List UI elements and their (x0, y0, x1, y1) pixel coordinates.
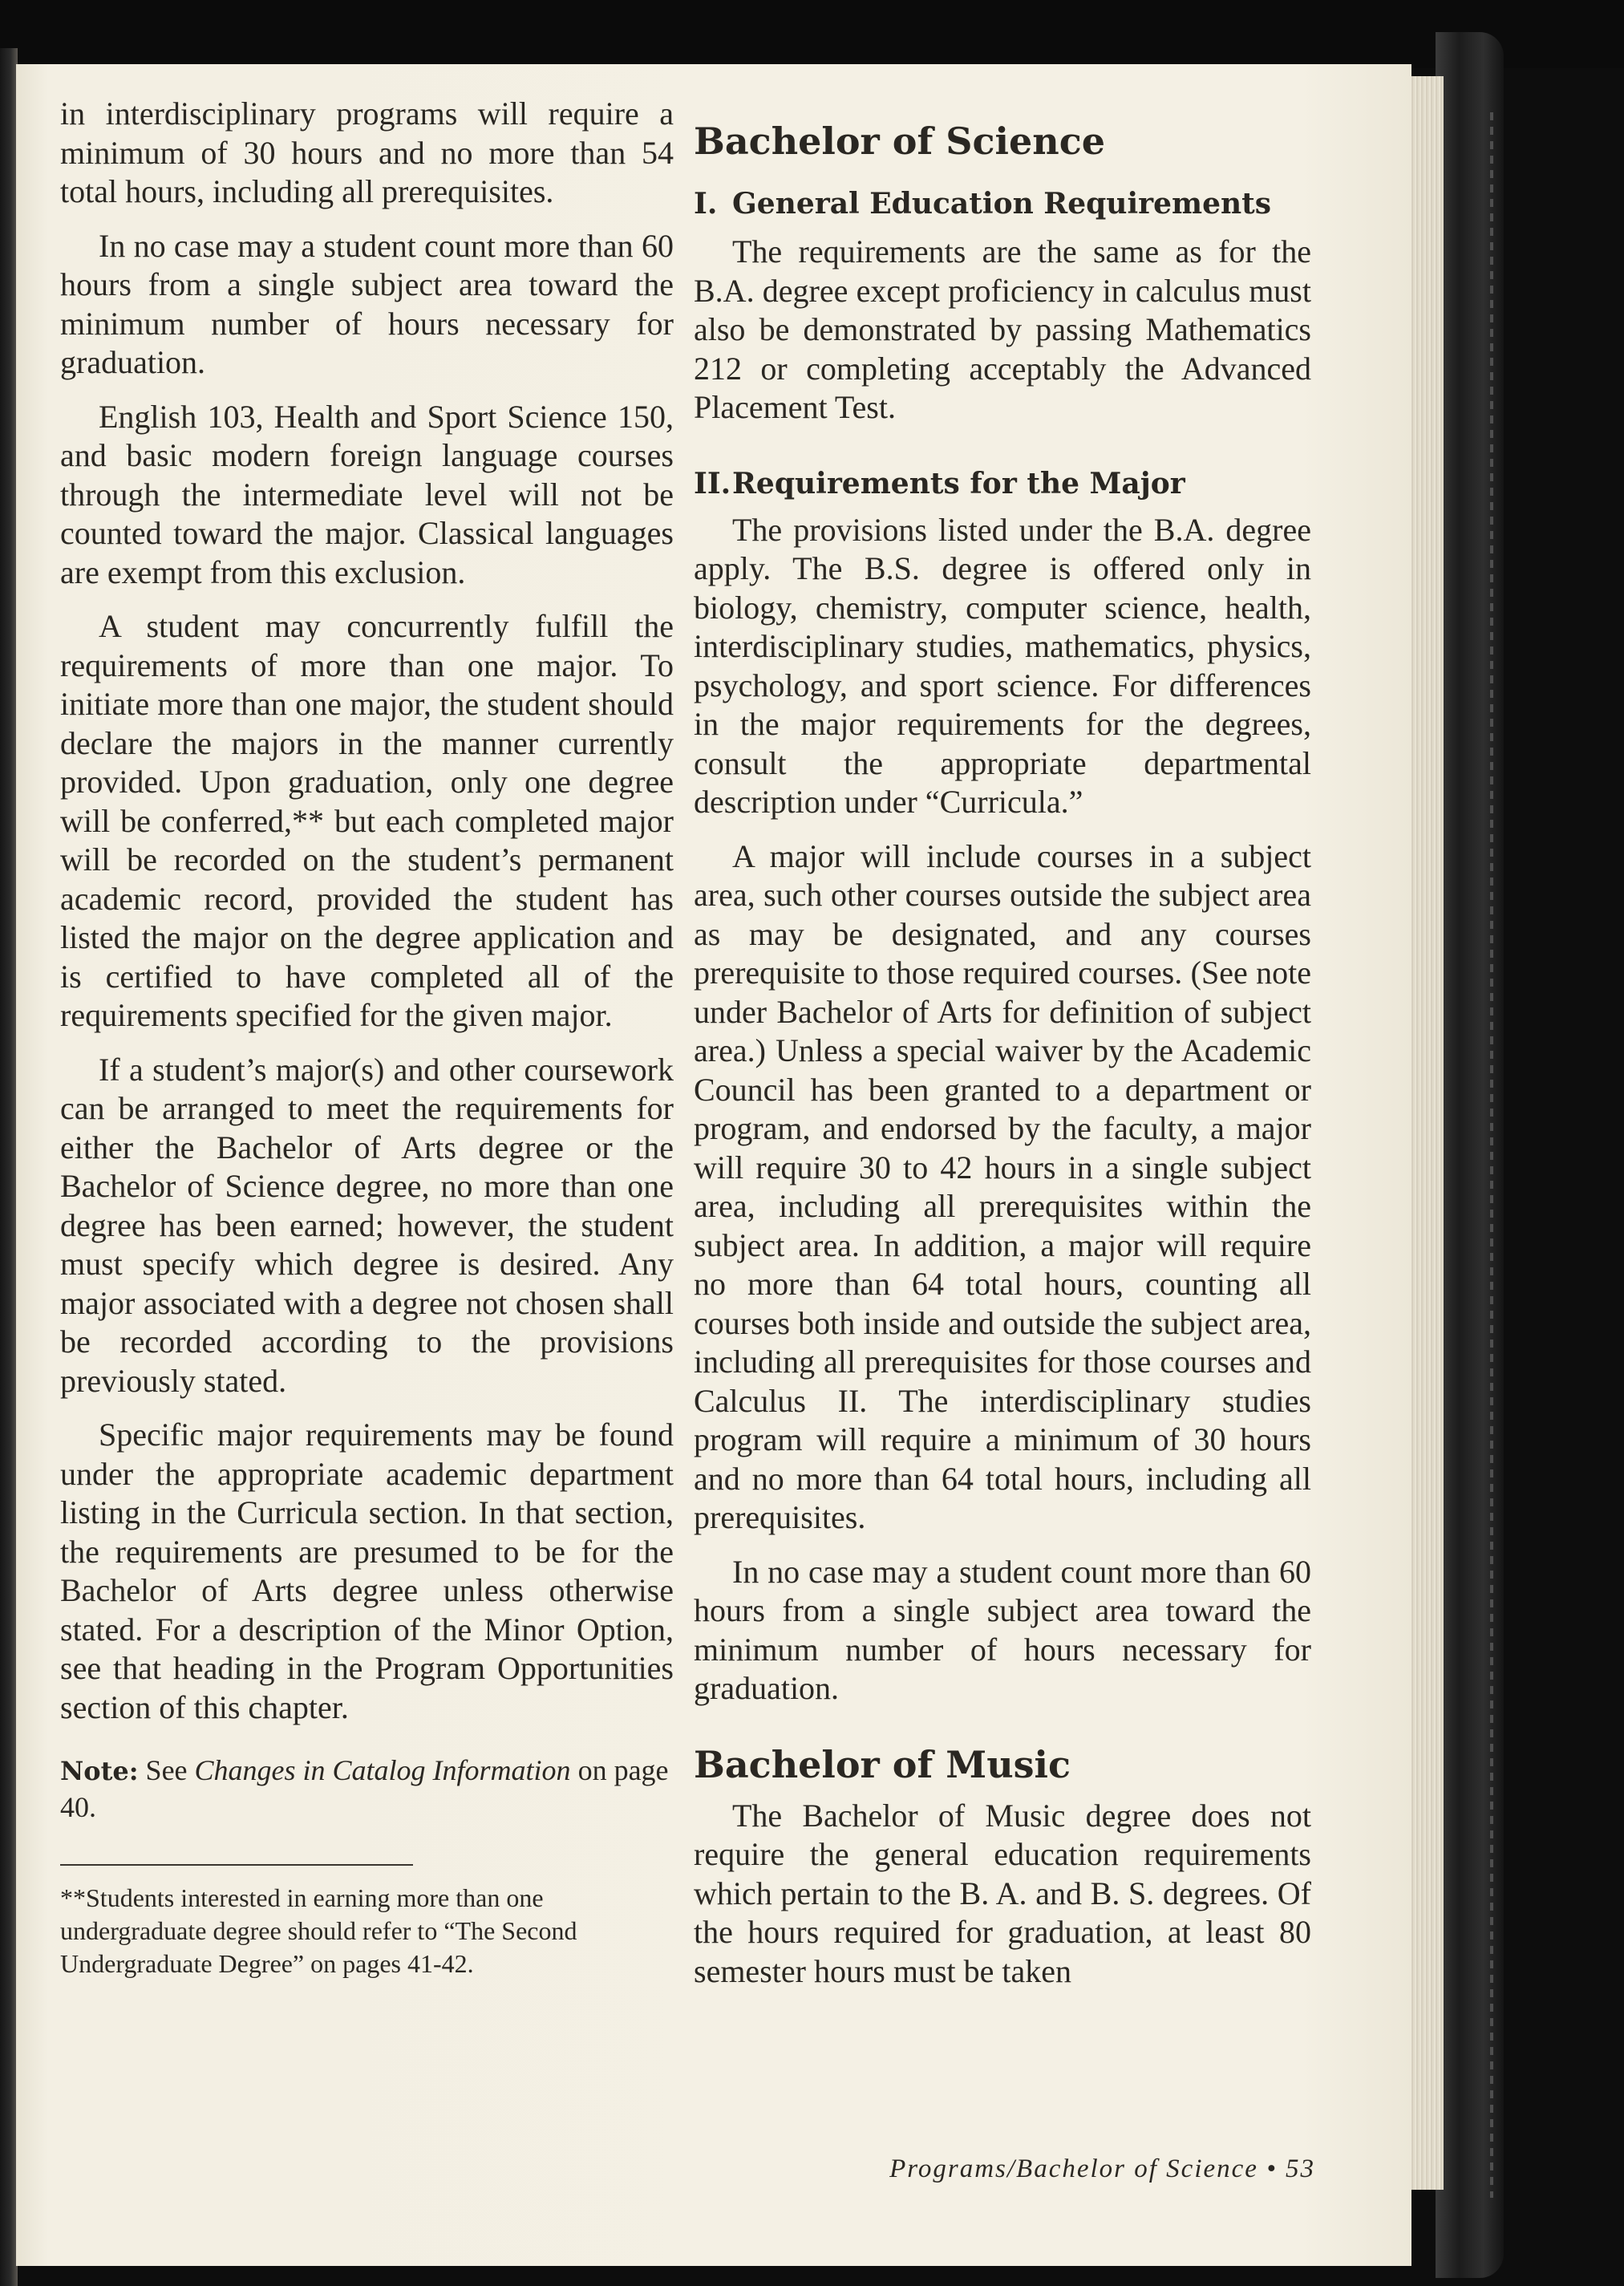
running-footer: Programs/Bachelor of Science • 53 (889, 2154, 1315, 2183)
bachelor-of-music-para: The Bachelor of Music degree does not require the general education requirements which pertain to the B. A. and B. S. degrees. Of the hours required for graduation, at least 80 semester hours must be taken (694, 1797, 1311, 1989)
major-requirements-para-2: A major will include courses in a subject area, such other courses outside the subject area as may be designated, and any courses prerequisite to those required courses. (See note under Bachelor of Arts for definition of subject area.) Unless a special waiver by the Academic Council has been granted to a department or program, and endorsed by the faculty, a major will require 30 to 42 hours in a single subject area, including all prerequisites within the subject area. In addition, a major will require no more than 64 total hours, counting all courses both inside and outside the subject area, including all prerequisites for those courses and Calculus II. The interdisciplinary studies program will require a minimum of 30 hours and no more than 64 total hours, including all prerequisites. (694, 837, 1311, 1535)
left-column (60, 95, 674, 1980)
general-education-title: General Education Requirements (732, 187, 1272, 221)
left-para-1: in interdisciplinary programs will require a minimum of 30 hours and no more than 54 total hours, including all prerequisites. (60, 95, 674, 209)
major-requirements-para-3: In no case may a student count more than 60 hours from a single subject area toward the minimum number of hours necessary for graduation. (694, 1553, 1311, 1706)
section-number-2: II. (694, 466, 731, 501)
left-para-2: In no case may a student count more than 60 hours from a single subject area toward the minimum number of hours necessary for graduation. (60, 227, 674, 380)
left-para-6: Specific major requirements may be found under the appropriate academic department listing in the Curricula section. In that section, the requirements are presumed to be for the Bachelor of Arts degree unless otherwise stated. For a description of the Minor Option, see that heading in the Program Opportunities section of this chapter. (60, 1417, 674, 1725)
footnote: **Students interested in earning more than one undergraduate degree should refer to “The Second Undergraduate Degree” on pages 41-42. (60, 1883, 577, 1978)
general-education-heading (694, 181, 1311, 226)
bachelor-of-science-heading: Bachelor of Science (694, 120, 1105, 163)
left-para-5: If a student’s major(s) and other coursework can be arranged to meet the requirements for either the Bachelor of Arts degree or the Bachelor of Science degree, no more than one degree has been earned; however, the student must specify which degree is desired. Any major associated with a degree not chosen shall be recorded according to the provisions previously stated. (60, 1051, 674, 1399)
right-column (694, 119, 1311, 1991)
major-requirements-title: Requirements for the Major (732, 466, 1185, 501)
catalog-note (60, 1753, 674, 1826)
scanner-background (0, 0, 1624, 68)
bachelor-of-music-heading: Bachelor of Music (694, 1742, 1071, 1786)
note-post: on page 40. (60, 1754, 669, 1823)
note-pre: See (145, 1754, 188, 1786)
left-para-4: A student may concurrently fulfill the requirements of more than one major. To initiate more than one major, the student should declare the majors in the manner currently provided. Upon graduation, only one degree will be conferred,** but each completed major will be recorded on the student’s permanent academic record, provided the student has listed the major on the degree application and is certified to have completed all of the requirements specified for the given major. (60, 608, 674, 1033)
book-binding-left (0, 48, 18, 2286)
section-number-1: I. (694, 187, 718, 221)
cover-stitching (1490, 112, 1493, 2198)
left-para-3: English 103, Health and Sport Science 150, and basic modern foreign language courses through the intermediate level will not be counted toward the major. Classical languages are exempt from this exclusion. (60, 398, 674, 590)
major-requirements-para-1: The provisions listed under the B.A. degree apply. The B.S. degree is offered only in biology, chemistry, computer science, health, interdisciplinary studies, mathematics, physics, psychology, and sport science. For differences in the major requirements for the degrees, consult the appropriate departmental description under “Curricula.” (694, 511, 1311, 820)
major-requirements-heading (694, 461, 1311, 506)
note-label: Note: (60, 1756, 139, 1786)
book-cover-right (1436, 32, 1504, 2278)
note-reference: Changes in Catalog Information (194, 1754, 571, 1786)
general-education-para: The requirements are the same as for the B.A. degree except proficiency in calculus must also be demonstrated by passing Mathematics 212 or completing acceptably the Advanced Placement Test. (694, 233, 1311, 425)
